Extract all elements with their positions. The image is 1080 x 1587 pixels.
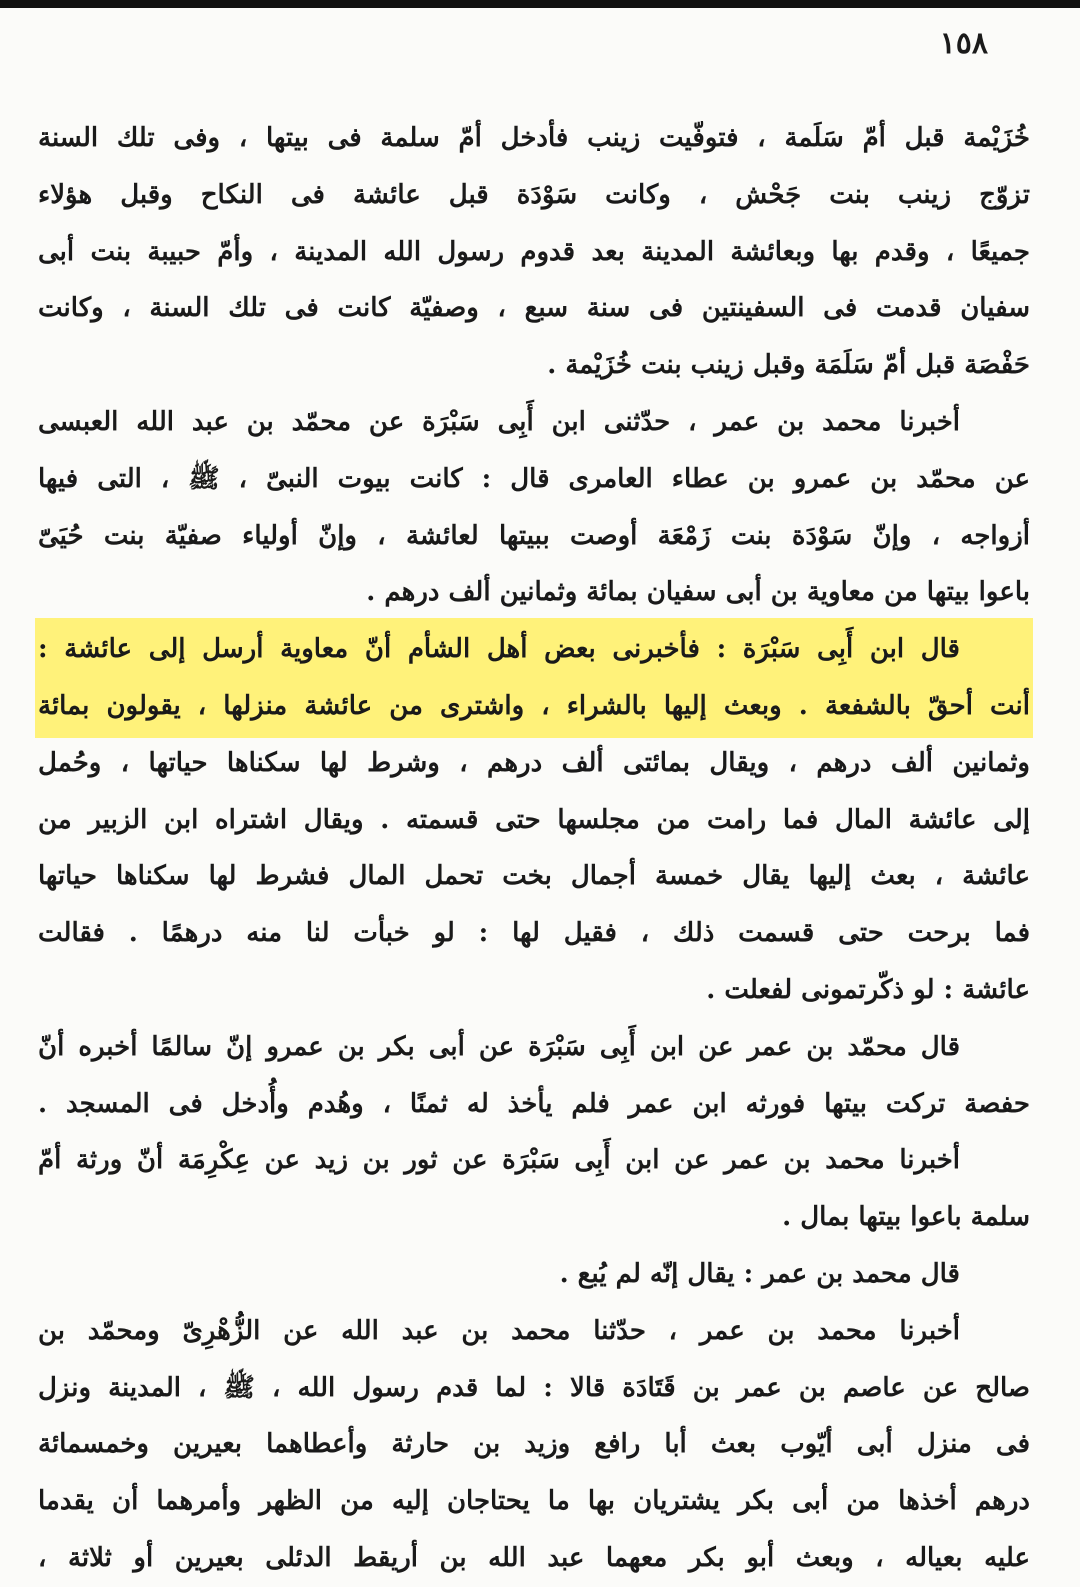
text-line: عائشة ، بعث إليها يقال خمسة أجمال بخت تحمل المال فشرط لها سكناها حياتها — [38, 861, 1030, 892]
text-line: سفيان قدمت فى السفينتين فى سنة سبع ، وصفيّة كانت فى تلك السنة ، وكانت — [38, 293, 1030, 324]
text-line: صالح عن عاصم بن عمر بن قَتَادَة قالا : لما قدم رسول الله ، ﷺ ، المدينة ونزل — [38, 1372, 1030, 1403]
text-line: حفصة تركت بيتها فورثه ابن عمر فلم يأخذ له ثمنًا ، وهُدم وأُدخل فى المسجد . — [38, 1088, 1030, 1119]
page-number: ١٥٨ — [939, 26, 988, 61]
partially-highlighted-text-line: وثمانين ألف درهم ، ويقال بمائتى ألف درهم ، وشرط لها سكناها حياتها ، وحُمل — [38, 747, 1030, 778]
text-line: عليه بعياله ، وبعث أبو بكر معهما عبد الله بن أريقط الدئلى بعيرين أو ثلاثة ، — [38, 1542, 1030, 1573]
text-line: عن محمّد بن عمرو بن عطاء العامرى قال : كانت بيوت النبىّ ، ﷺ ، التى فيها — [38, 463, 1030, 494]
text-line: فى منزل أبى أيّوب بعث أبا رافع وزيد بن حارثة وأعطاهما بعيرين وخمسمائة — [38, 1429, 1030, 1460]
highlighted-text-line: قال ابن أَبِى سَبْرَة : فأخبرنى بعض أهل الشأم أنّ معاوية أرسل إلى عائشة : — [38, 621, 1030, 678]
text-line: قال محمّد بن عمر عن ابن أَبِى سَبْرَة عن أبى بكر بن عمرو إنّ سالمًا أخبره أنّ — [38, 1031, 960, 1062]
text-line: سلمة باعوا بيتها بمال . — [782, 1202, 1030, 1233]
text-line: جميعًا ، وقدم بها وبعائشة المدينة بعد قدوم رسول الله المدينة ، وأمّ حبيبة بنت أبى — [38, 236, 1030, 267]
text-line: إلى عائشة المال فما رامت من مجلسها حتى قسمته . ويقال اشتراه ابن الزبير من — [38, 804, 1030, 835]
text-line: قال محمد بن عمر : يقال إنّه لم يُبع . — [559, 1258, 960, 1289]
text-line: أخبرنا محمد بن عمر ، حدّثنا محمد بن عبد الله عن الزُّهْرِىّ ومحمّد بن — [38, 1315, 960, 1346]
text-line: أخبرنا محمد بن عمر ، حدّثنى ابن أَبِى سَبْرَة عن محمّد بن عبد الله العبسى — [38, 406, 960, 437]
text-line: باعوا بيتها من معاوية بن أبى سفيان بمائة وثمانين ألف درهم . — [366, 577, 1030, 608]
text-line: فما برحت حتى قسمت ذلك ، فقيل لها : لو خبأت لنا منه درهمًا . فقالت — [38, 918, 1030, 949]
text-line: حَفْصَة قبل أمّ سَلَمَة وقبل زينب بنت خُزَيْمة . — [547, 350, 1030, 381]
highlighted-text-line: أنت أحقّ بالشفعة . وبعث إليها بالشراء ، واشترى من عائشة منزلها ، يقولون بمائة — [38, 678, 1030, 735]
text-line: أخبرنا محمد بن عمر عن ابن أَبِى سَبْرَة عن ثور بن زيد عن عِكْرِمَة أنّ ورثة أمّ — [38, 1145, 960, 1176]
text-line: خُزَيْمة قبل أمّ سَلَمة ، فتوفّيت زينب فأدخل أمّ سلمة فى بيتها ، وفى تلك السنة — [38, 123, 1030, 153]
top-edge-bar — [0, 0, 1080, 8]
text-line: درهم أخذها من أبى بكر يشتريان بها ما يحتاجان إليه من الظهر وأمرهما أن يقدما — [38, 1486, 1030, 1517]
document-text — [38, 110, 1030, 1587]
text-line: عائشة : لو ذكّرتمونى لفعلت . — [706, 974, 1030, 1005]
text-line: تزوّج زينب بنت جَحْش ، وكانت سَوْدَة قبل عائشة فى النكاح وقبل هؤلاء — [38, 179, 1030, 210]
text-line: أزواجه ، وإنّ سَوْدَة بنت زَمْعَة أوصت ببيتها لعائشة ، وإنّ أولياء صفيّة بنت حُيَىّ — [38, 520, 1030, 551]
